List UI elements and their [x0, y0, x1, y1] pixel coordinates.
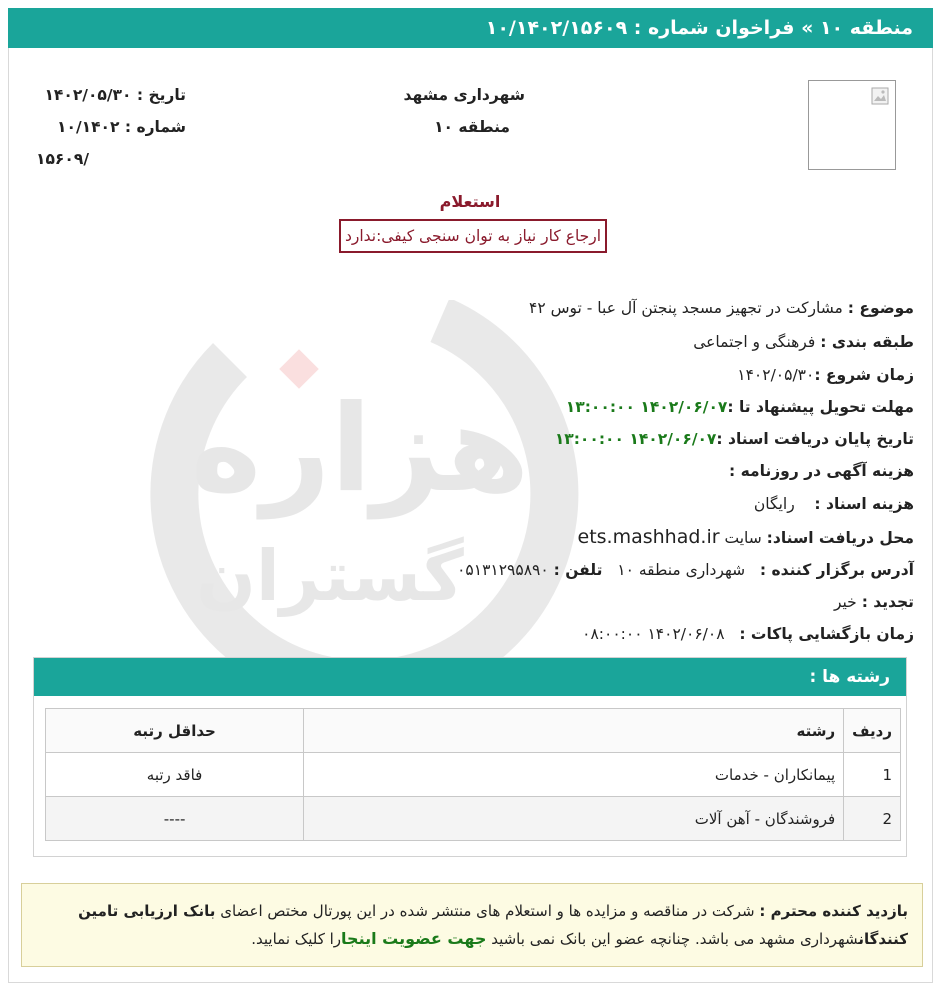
opening-row: [582, 625, 914, 643]
doc-place-site[interactable]: ets.mashhad.ir: [577, 526, 720, 548]
row-rank: فاقد رتبه: [46, 753, 304, 797]
category-row: [693, 333, 914, 351]
page-title: منطقه ۱۰ » فراخوان شماره : ۱۰/۱۴۰۲/۱۵۶۰۹: [485, 17, 913, 39]
page-title-bar: [8, 8, 933, 48]
svg-text:گستران: گستران: [196, 535, 464, 617]
table-row: [46, 753, 901, 797]
category-value: فرهنگی و اجتماعی: [693, 333, 816, 351]
doc-end-row: [555, 430, 914, 448]
renewal-row: [834, 593, 914, 611]
deadline-row: [566, 398, 914, 416]
membership-notice: [21, 883, 923, 967]
row-index: 1: [844, 753, 901, 797]
deadline-value: ۱۴۰۲/۰۶/۰۷ ۱۳:۰۰:۰۰: [565, 398, 728, 416]
opening-value: ۱۴۰۲/۰۶/۰۸ ۰۸:۰۰:۰۰: [582, 625, 725, 643]
org-name: شهرداری مشهد: [403, 86, 525, 104]
deadline-label: مهلت تحویل پیشنهاد تا :: [727, 398, 914, 416]
broken-image-icon: [871, 87, 889, 105]
doc-place-label: محل دریافت اسناد:: [766, 529, 914, 547]
col-field-header: رشته: [304, 709, 844, 753]
address-row: [457, 561, 914, 579]
ad-cost-row: [729, 462, 914, 480]
row-index: 2: [844, 797, 901, 841]
notice-text-1: شرکت در مناقصه و مزایده ها و استعلام های منتشر شده در این پورتال مختص اعضای: [220, 902, 755, 920]
letter-date: تاریخ : ۱۴۰۲/۰۵/۳۰: [44, 86, 186, 104]
start-value: ۱۴۰۲/۰۵/۳۰: [737, 366, 815, 384]
table-row: [46, 797, 901, 841]
phone-value: ۰۵۱۳۱۲۹۵۸۹۰: [457, 561, 549, 579]
ad-cost-label: هزینه آگهی در روزنامه :: [729, 462, 914, 480]
fields-section: [33, 657, 907, 857]
notice-text-3: را کلیک نمایید.: [251, 930, 342, 948]
row-rank: ----: [46, 797, 304, 841]
org-region: منطقه ۱۰: [434, 118, 510, 136]
address-value: شهرداری منطقه ۱۰: [617, 561, 746, 579]
quality-assessment-note: ارجاع کار نیاز به توان سنجی کیفی:ندارد: [339, 219, 607, 253]
org-logo-placeholder: [808, 80, 896, 170]
col-rank-header: حداقل رتبه: [46, 709, 304, 753]
letter-number: شماره : ۱۰/۱۴۰۲: [57, 118, 186, 136]
watermark-logo: [60, 300, 620, 680]
start-row: [737, 366, 914, 384]
svg-text:هزاره: هزاره: [190, 380, 530, 519]
announcement-type: استعلام: [439, 192, 501, 211]
notice-bank-name: بانک ارزیابی تامین کنندگان: [78, 902, 908, 948]
opening-label: زمان بازگشایی پاکات :: [739, 625, 914, 643]
row-field: فروشندگان - آهن آلات: [304, 797, 844, 841]
fields-section-header: [34, 658, 906, 696]
doc-cost-value: رایگان: [753, 495, 795, 513]
fields-section-title: رشته ها :: [809, 667, 890, 687]
notice-greeting: بازدید کننده محترم :: [759, 902, 908, 920]
letter-number-continued: /۱۵۶۰۹: [36, 150, 89, 168]
doc-cost-row: [754, 495, 914, 513]
address-label: آدرس برگزار کننده :: [759, 561, 914, 579]
doc-place-value: سایت: [724, 529, 762, 547]
membership-link[interactable]: جهت عضویت اینجا: [341, 929, 487, 948]
renewal-label: تجدید :: [861, 593, 914, 611]
notice-text-2: شهرداری مشهد می باشد. چنانچه عضو این بانک نمی باشید: [491, 930, 859, 948]
subject-row: [529, 299, 914, 317]
category-label: طبقه بندی :: [820, 333, 914, 351]
subject-value: مشارکت در تجهیز مسجد پنجتن آل عبا - توس ۴۲: [529, 299, 843, 317]
doc-end-value: ۱۴۰۲/۰۶/۰۷ ۱۳:۰۰:۰۰: [554, 430, 717, 448]
start-label: زمان شروع :: [814, 366, 914, 384]
doc-end-label: تاریخ پایان دریافت اسناد :: [716, 430, 914, 448]
renewal-value: خیر: [833, 593, 857, 611]
doc-place-row: [578, 526, 915, 548]
fields-table: [45, 708, 901, 841]
col-index-header: ردیف: [844, 709, 901, 753]
subject-label: موضوع :: [847, 299, 914, 317]
row-field: پیمانکاران - خدمات: [304, 753, 844, 797]
phone-label: تلفن :: [553, 561, 603, 579]
doc-cost-label: هزینه اسناد :: [814, 495, 914, 513]
table-header-row: [46, 709, 901, 753]
